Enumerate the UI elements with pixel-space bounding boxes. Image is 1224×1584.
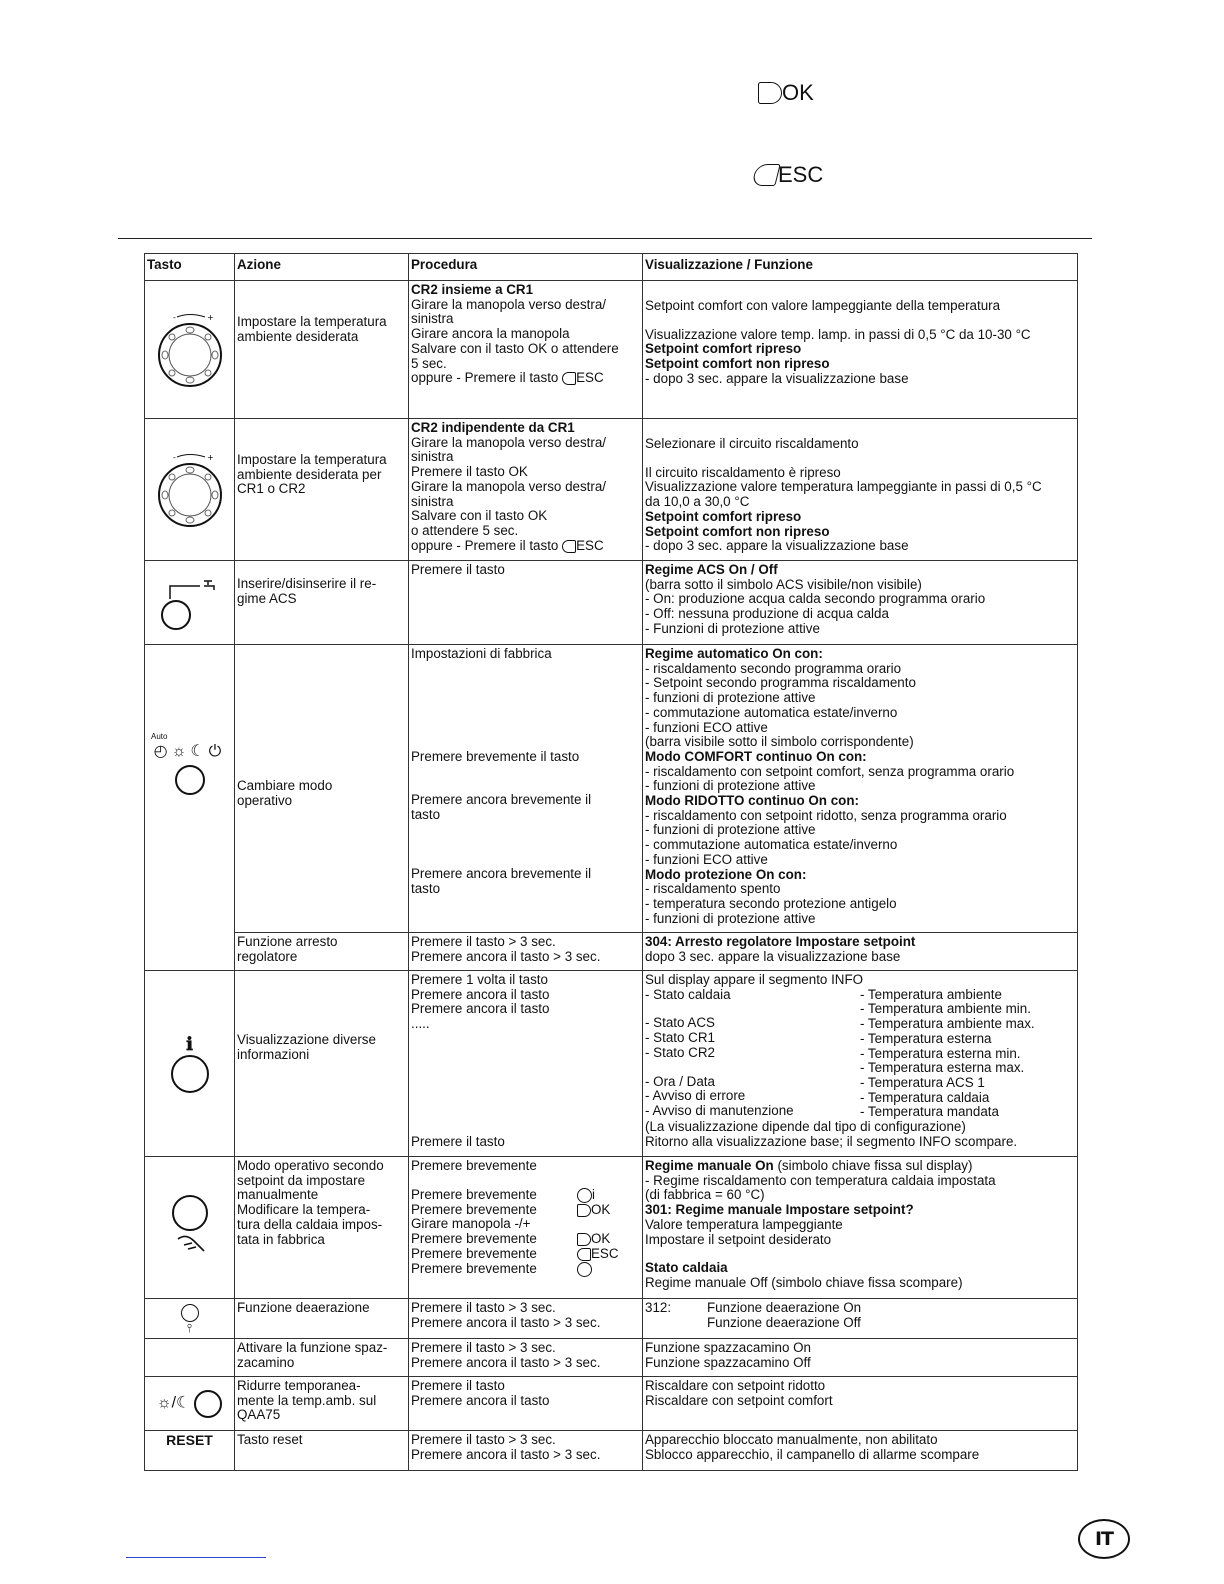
display-line: Sul display appare il segmento INFO	[645, 972, 864, 987]
azione-line: operativo	[237, 792, 293, 808]
display-line: Riscaldare con setpoint ridotto	[645, 1378, 826, 1393]
procedure-line: sinistra	[411, 311, 454, 327]
visualizzazione-cell	[643, 933, 1078, 971]
esc-legend	[754, 162, 823, 188]
display-bold: 301: Regime manuale Impostare setpoint?	[645, 1202, 914, 1218]
procedure-line: Girare la manopola verso destra/	[411, 478, 607, 494]
procedure-line: Impostazioni di fabbrica	[411, 646, 552, 661]
display-line: (barra visibile sotto il simbolo corrispondente)	[645, 734, 914, 750]
manual-key-cell	[145, 1157, 235, 1299]
display-line: Apparecchio bloccato manualmente, non abilitato	[645, 1432, 938, 1447]
display-line: Selezionare il circuito riscaldamento	[645, 436, 859, 451]
ok-legend	[758, 80, 814, 106]
procedura-cell	[409, 1339, 643, 1377]
footer-link-line	[126, 1557, 266, 1558]
col-header-procedura: Procedura	[409, 254, 643, 281]
display-line: - funzioni ECO attive	[645, 851, 768, 867]
azione-line: Ridurre temporanea-	[237, 1378, 361, 1393]
svg-text:+: +	[206, 312, 214, 322]
list-item	[645, 1061, 860, 1075]
display-line	[645, 314, 1075, 328]
display-code: 312:	[645, 1300, 672, 1315]
table-row	[145, 1431, 1078, 1471]
valve-icon: ⫯	[186, 1320, 193, 1335]
info-button-icon	[171, 1055, 209, 1093]
esc-legend-label: ESC	[778, 162, 824, 187]
procedure-line: Premere ancora il tasto	[411, 1001, 550, 1017]
display-line: - riscaldamento spento	[645, 881, 781, 897]
visualizzazione-cell	[643, 1157, 1078, 1299]
visualizzazione-cell	[643, 971, 1078, 1157]
display-line: Impostare il setpoint desiderato	[645, 1231, 832, 1247]
azione-line: informazioni	[237, 1046, 310, 1062]
rotary-knob-icon	[155, 311, 225, 389]
visualizzazione-cell	[643, 645, 1078, 933]
display-line: dopo 3 sec. appare la visualizzazione base	[645, 948, 901, 964]
procedure-line: Girare ancora la manopola	[411, 326, 570, 342]
esc-key-icon	[562, 540, 576, 553]
procedure-line: Premere ancora il tasto	[411, 986, 550, 1002]
visualizzazione-cell	[643, 1377, 1078, 1431]
col-header-azione: Azione	[235, 254, 409, 281]
display-line: - funzioni di protezione attive	[645, 822, 816, 838]
acs-key-cell	[145, 561, 235, 645]
azione-cell	[235, 933, 409, 971]
reset-key-label: RESET	[166, 1432, 213, 1448]
azione-line: mente la temp.amb. sul	[237, 1392, 377, 1408]
procedure-text: oppure - Premere il tasto	[411, 537, 559, 553]
display-line: - commutazione automatica estate/inverno	[645, 837, 898, 853]
azione-cell	[235, 561, 409, 645]
procedure-line: Girare la manopola verso destra/	[411, 434, 607, 450]
display-line: - Off: nessuna produzione di acqua calda	[645, 606, 889, 622]
esc-key-label: ESC	[576, 370, 604, 386]
procedura-cell	[409, 1377, 643, 1431]
display-line: Funzione spazzacamino On	[645, 1340, 811, 1355]
small-button-icon	[181, 1304, 199, 1322]
procedure-line: tasto	[411, 880, 441, 896]
azione-cell	[235, 1157, 409, 1299]
procedure-line: 5 sec.	[411, 355, 447, 371]
dial-cell	[145, 281, 235, 419]
sun-icon: ☼	[171, 742, 191, 760]
visualizzazione-cell	[643, 419, 1078, 561]
visualizzazione-cell	[643, 1431, 1078, 1471]
azione-line: tura della caldaia impos-	[237, 1216, 383, 1232]
display-bold: Regime automatico On con:	[645, 646, 823, 661]
visualizzazione-cell	[643, 1339, 1078, 1377]
mode-key-cell	[145, 645, 235, 971]
list-item: - Temperatura mandata	[860, 1104, 999, 1120]
list-item: - Avviso di errore	[645, 1088, 746, 1104]
display-bold: Modo protezione On con:	[645, 866, 807, 882]
display-line: Valore temperatura lampeggiante	[645, 1216, 843, 1232]
azione-line: Funzione deaerazione	[237, 1300, 370, 1315]
azione-line: setpoint da impostare	[237, 1172, 366, 1188]
procedura-cell	[409, 1157, 643, 1299]
rotary-knob-icon	[155, 451, 225, 529]
display-bold: Setpoint comfort ripreso	[645, 508, 802, 524]
azione-cell	[235, 1377, 409, 1431]
table-row	[145, 419, 1078, 561]
procedure-line: Premere il tasto > 3 sec.	[411, 934, 556, 949]
procedure-line-with-key	[411, 1232, 640, 1247]
azione-line: manualmente	[237, 1187, 319, 1203]
azione-cell	[235, 971, 409, 1157]
procedure-line: Premere brevemente il tasto	[411, 748, 580, 764]
azione-cell	[235, 419, 409, 561]
procedura-cell	[409, 971, 643, 1157]
display-line: Regime manuale Off (simbolo chiave fissa scompare)	[645, 1274, 963, 1290]
mode-button-icon	[175, 765, 205, 795]
table-row	[145, 1299, 1078, 1339]
visualizzazione-cell	[643, 1299, 1078, 1339]
procedure-text: Premere brevemente	[411, 1260, 537, 1276]
table-row	[145, 281, 1078, 419]
display-line: - riscaldamento secondo programma orario	[645, 660, 902, 676]
display-line: Setpoint comfort con valore lampeggiante della temperatura	[645, 298, 1001, 313]
info-key-label: i	[592, 1186, 595, 1202]
info-key-cell	[145, 971, 235, 1157]
azione-line: tata in fabbrica	[237, 1231, 325, 1247]
procedure-line-with-key	[411, 371, 640, 386]
display-line	[645, 1159, 1075, 1174]
display-line: - funzioni di protezione attive	[645, 778, 816, 794]
svg-text:-: -	[172, 312, 176, 322]
azione-line: Inserire/disinserire il re-	[237, 576, 377, 591]
procedure-line: Girare la manopola verso destra/	[411, 296, 607, 312]
list-item: - Temperatura esterna min.	[860, 1045, 1021, 1061]
azione-line: Cambiare modo	[237, 778, 333, 793]
section-divider	[118, 238, 1092, 239]
procedure-line: o attendere 5 sec.	[411, 522, 519, 538]
procedure-line: Premere 1 volta il tasto	[411, 972, 548, 987]
esc-key-label: ESC	[591, 1245, 619, 1261]
visualizzazione-cell	[643, 281, 1078, 419]
display-line: Il circuito riscaldamento è ripreso	[645, 464, 841, 480]
azione-line: CR1 o CR2	[237, 481, 306, 497]
procedure-text: Premere brevemente	[411, 1186, 537, 1202]
function-table	[144, 253, 1078, 1471]
display-line: - riscaldamento con setpoint comfort, senza programma orario	[645, 763, 1015, 779]
display-line: - funzioni di protezione attive	[645, 910, 816, 926]
azione-line: QAA75	[237, 1407, 281, 1423]
procedure-text: oppure - Premere il tasto	[411, 370, 559, 386]
display-line: - riscaldamento con setpoint ridotto, senza programma orario	[645, 807, 1007, 823]
azione-line: Impostare la temperatura	[237, 452, 387, 467]
list-item: - Temperatura ambiente	[860, 986, 1002, 1002]
display-line: (di fabbrica = 60 °C)	[645, 1187, 765, 1203]
table-row	[145, 561, 1078, 645]
procedure-line: sinistra	[411, 449, 454, 465]
procedure-line: Premere ancora brevemente il	[411, 792, 592, 808]
procedure-line: Premere ancora il tasto > 3 sec.	[411, 1314, 601, 1330]
svg-text:+: +	[206, 452, 214, 462]
procedura-cell	[409, 1431, 643, 1471]
list-item: - Ora / Data	[645, 1073, 715, 1089]
esc-key-icon	[562, 372, 576, 385]
procedure-line: Premere ancora il tasto	[411, 1392, 550, 1408]
procedure-line: .....	[411, 1016, 430, 1032]
table-header-row	[145, 254, 1078, 281]
display-line: - Funzioni di protezione attive	[645, 620, 820, 636]
moon-icon: ☾	[190, 742, 209, 760]
deaeration-states	[707, 1301, 861, 1330]
display-line: Riscaldare con setpoint comfort	[645, 1392, 833, 1408]
sun-moon-icon: ☼/☾	[156, 1394, 191, 1412]
language-badge: IT	[1078, 1519, 1130, 1559]
display-line: Funzione deaerazione On	[707, 1300, 862, 1315]
list-item: - Temperatura esterna max.	[860, 1060, 1025, 1076]
display-bold: Stato caldaia	[645, 1260, 728, 1276]
display-line: Visualizzazione valore temp. lamp. in passi di 0,5 °C da 10-30 °C	[645, 326, 1031, 342]
hand-wrench-icon	[170, 1231, 210, 1257]
display-line	[645, 423, 1075, 437]
empty-key-cell	[145, 1339, 235, 1377]
procedure-line: Premere ancora il tasto > 3 sec.	[411, 948, 601, 964]
procedure-line-with-key	[411, 1262, 640, 1277]
display-line: - On: produzione acqua calda secondo programma orario	[645, 591, 986, 607]
power-icon: ⏻	[208, 742, 226, 760]
qaa75-button-icon	[194, 1390, 222, 1418]
list-item: - Temperatura ACS 1	[860, 1074, 985, 1090]
procedure-line: Premere ancora il tasto > 3 sec.	[411, 1354, 601, 1370]
svg-text:-: -	[172, 452, 176, 462]
display-bold: Modo COMFORT continuo On con:	[645, 748, 867, 764]
list-item: - Stato CR2	[645, 1044, 715, 1060]
list-item: - Avviso di manutenzione	[645, 1102, 794, 1118]
display-line: Sblocco apparecchio, il campanello di allarme scompare	[645, 1446, 980, 1462]
table-row	[145, 971, 1078, 1157]
azione-line: regolatore	[237, 948, 298, 964]
ok-key-icon	[758, 82, 782, 104]
list-item: - Stato ACS	[645, 1015, 715, 1031]
procedure-line: Premere il tasto > 3 sec.	[411, 1340, 556, 1355]
ok-key-label: OK	[591, 1201, 611, 1217]
display-line: - dopo 3 sec. appare la visualizzazione base	[645, 370, 909, 386]
procedure-line-with-key	[411, 539, 640, 554]
round-key-icon	[577, 1188, 592, 1203]
dial-cell	[145, 419, 235, 561]
display-line: - commutazione automatica estate/inverno	[645, 704, 898, 720]
procedura-cell	[409, 933, 643, 971]
list-item: - Temperatura caldaia	[860, 1089, 990, 1105]
info-list-right	[860, 988, 1035, 1120]
azione-line: ambiente desiderata per	[237, 466, 382, 482]
table-row	[145, 1157, 1078, 1299]
procedure-line: Premere il tasto OK	[411, 464, 528, 480]
deaeration-key-cell	[145, 1299, 235, 1339]
display-line: - dopo 3 sec. appare la visualizzazione base	[645, 538, 909, 554]
display-bold: Regime manuale On	[645, 1158, 774, 1173]
list-item	[645, 1002, 860, 1016]
procedure-line: tasto	[411, 807, 441, 823]
display-bold: Modo RIDOTTO continuo On con:	[645, 793, 859, 809]
procedure-line: Premere brevemente	[411, 1158, 537, 1173]
list-item: - Stato caldaia	[645, 986, 731, 1002]
ok-key-icon	[577, 1204, 591, 1217]
procedura-cell	[409, 281, 643, 419]
display-line: (barra sotto il simbolo ACS visibile/non visibile)	[645, 576, 922, 592]
azione-line: Visualizzazione diverse	[237, 1032, 376, 1047]
display-line: Ritorno alla visualizzazione base; il segmento INFO scompare.	[645, 1133, 1018, 1149]
list-item: - Temperatura esterna	[860, 1030, 992, 1046]
procedure-line: Salvare con il tasto OK	[411, 508, 548, 524]
procedure-line: Premere il tasto > 3 sec.	[411, 1432, 556, 1447]
table-row	[145, 1377, 1078, 1431]
procedure-title: CR2 insieme a CR1	[411, 282, 534, 297]
clock-icon: ◴	[153, 742, 172, 760]
procedure-line: sinistra	[411, 493, 454, 509]
display-bold: Setpoint comfort ripreso	[645, 341, 802, 357]
procedure-title: CR2 indipendente da CR1	[411, 420, 575, 435]
display-line: Funzione spazzacamino Off	[645, 1354, 811, 1370]
ok-legend-label: OK	[782, 80, 814, 105]
azione-line: Impostare la temperatura	[237, 314, 387, 329]
display-line: - funzioni ECO attive	[645, 719, 768, 735]
procedure-text: Premere brevemente	[411, 1201, 537, 1217]
display-line: Visualizzazione valore temperatura lampeggiante in passi di 0,5 °C	[645, 479, 1042, 495]
qaa75-key-cell	[145, 1377, 235, 1431]
display-bold: Setpoint comfort non ripreso	[645, 523, 830, 539]
info-icon: ℹ	[186, 1033, 193, 1054]
manual-key-icon	[577, 1262, 592, 1277]
deaeration-display	[645, 1301, 1075, 1330]
azione-cell	[235, 645, 409, 933]
procedure-line-with-key	[411, 1203, 640, 1218]
azione-line: Tasto reset	[237, 1432, 303, 1447]
azione-line: gime ACS	[237, 590, 297, 606]
azione-line: Attivare la funzione spaz-	[237, 1340, 388, 1355]
procedure-text: Premere brevemente	[411, 1231, 537, 1247]
esc-key-icon	[751, 164, 780, 186]
display-line	[645, 1247, 1075, 1261]
procedura-cell	[409, 419, 643, 561]
col-header-tasto: Tasto	[145, 254, 235, 281]
info-list-left	[645, 988, 860, 1120]
display-line: - Regime riscaldamento con temperatura caldaia impostata	[645, 1172, 996, 1188]
esc-key-label: ESC	[576, 537, 604, 553]
display-line	[645, 452, 1075, 466]
procedure-line: Premere il tasto	[411, 1133, 505, 1149]
procedure-line-with-key	[411, 1247, 640, 1262]
procedure-line: Premere il tasto > 3 sec.	[411, 1300, 556, 1315]
azione-line: Modo operativo secondo	[237, 1158, 384, 1173]
display-line: - funzioni di protezione attive	[645, 690, 816, 706]
procedure-line: Premere il tasto	[411, 1378, 505, 1393]
display-line: - Setpoint secondo programma riscaldamento	[645, 675, 916, 691]
azione-cell	[235, 1431, 409, 1471]
procedure-line: Premere ancora il tasto > 3 sec.	[411, 1446, 601, 1462]
display-bold: Setpoint comfort non ripreso	[645, 356, 830, 372]
display-text: (simbolo chiave fissa sul display)	[773, 1158, 973, 1173]
list-item: - Stato CR1	[645, 1030, 715, 1046]
auto-label: Auto	[151, 731, 168, 741]
azione-line: Funzione arresto	[237, 934, 338, 949]
col-header-visualizzazione: Visualizzazione / Funzione	[643, 254, 1078, 281]
table-row	[145, 645, 1078, 933]
display-line: - temperatura secondo protezione antigelo	[645, 895, 897, 911]
mode-symbols	[147, 742, 232, 760]
visualizzazione-cell	[643, 561, 1078, 645]
azione-line: ambiente desiderata	[237, 328, 359, 344]
ok-key-label: OK	[591, 1231, 611, 1247]
ok-key-icon	[577, 1233, 591, 1246]
list-item: - Temperatura ambiente min.	[860, 1001, 1031, 1017]
info-list	[645, 988, 1075, 1120]
azione-cell	[235, 281, 409, 419]
azione-cell	[235, 1299, 409, 1339]
procedure-line: Salvare con il tasto OK o attendere	[411, 340, 619, 356]
display-bold: Regime ACS On / Off	[645, 562, 778, 577]
procedure-line: Premere il tasto	[411, 562, 505, 577]
procedure-line-with-key	[411, 1188, 640, 1203]
procedura-cell	[409, 1299, 643, 1339]
azione-line: Modificare la tempera-	[237, 1202, 371, 1218]
list-item: - Temperatura ambiente max.	[860, 1016, 1035, 1032]
display-line: (La visualizzazione dipende dal tipo di configurazione)	[645, 1119, 966, 1135]
manual-button-icon	[172, 1195, 208, 1231]
azione-cell	[235, 1339, 409, 1377]
azione-line: zacamino	[237, 1354, 295, 1370]
procedura-cell	[409, 561, 643, 645]
table-row	[145, 1339, 1078, 1377]
display-line: da 10,0 a 30,0 °C	[645, 494, 750, 510]
reset-key-cell	[145, 1431, 235, 1471]
procedure-line: Premere ancora brevemente il	[411, 865, 592, 881]
procedura-cell	[409, 645, 643, 933]
procedure-text: Premere brevemente	[411, 1245, 537, 1261]
display-bold: 304: Arresto regolatore Impostare setpoint	[645, 934, 916, 949]
table-row	[145, 933, 1078, 971]
esc-key-icon	[577, 1248, 591, 1261]
tap-water-icon	[160, 571, 220, 631]
procedure-line: Girare manopola -/+	[411, 1216, 531, 1232]
display-line: Funzione deaerazione Off	[707, 1314, 861, 1330]
